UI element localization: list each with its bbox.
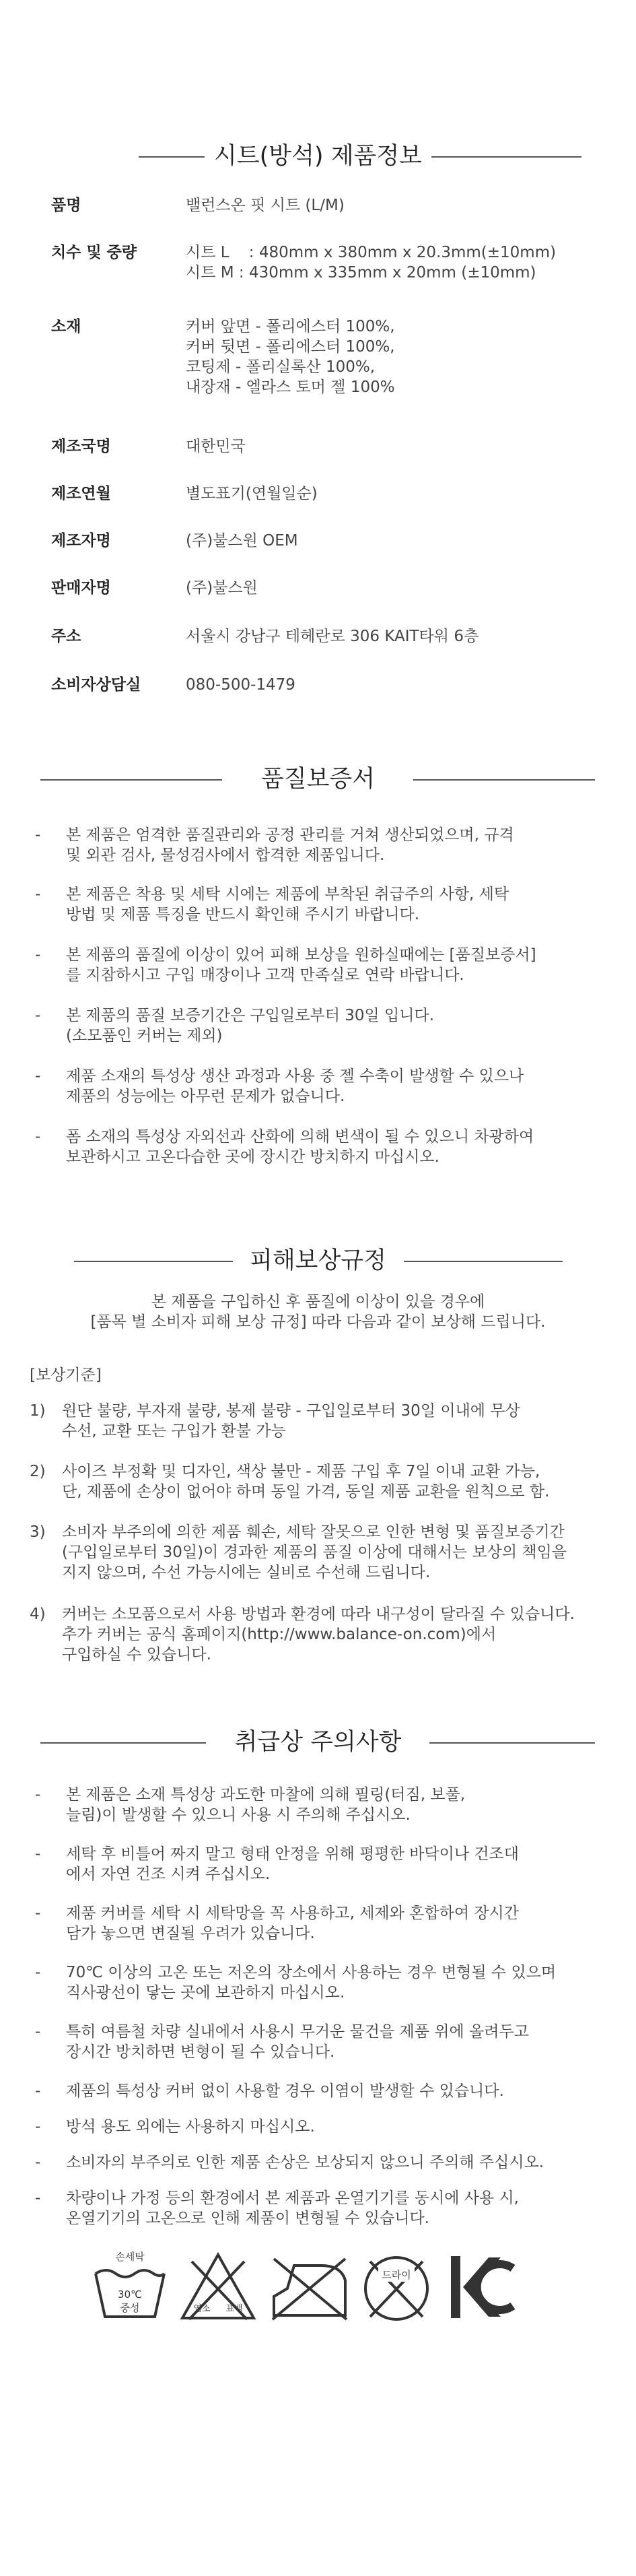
spec-section-title: 시트(방석) 제품정보 — [0, 141, 636, 172]
title-rule-right — [413, 779, 595, 781]
hand-wash-label: 손세탁 — [115, 2251, 145, 2263]
product-info-page: 시트(방석) 제품정보 품명 밸런스온 핏 시트 (L/M) 치수 및 중량 시트 L : 480mm x 380mm x 20.3mm(±10mm) 시트 M : 430mm x 335mm x 20mm (±10mm) 소재 커버 앞면 - 폴리에스터 100%, 커버 뒷면 - 폴리에스터 100%, 코팅제 - 폴리실록산 100%, 내장재 - 엘라스 토머 젤 100% 제조국명 대한민국 제조연월 별도표기(연월일순) 제조자명 (주)불스원 OEM 판매자명 (주)불스원 주소 서울시 강남구 테헤란로 306 KAIT타워 6층 소비자상담실 080-500-1479 품질보증서 - 본 제품은 엄격한 품질관리와 공정 관리를 거쳐 생산되었으며, 규격 및 외관 검사, 물성검사에서 합격한 제품입니다. - 본 제품은 착용 및 세탁 시에는 제품에 부착된 취급주의 사항, 세탁 방법 및 제품 특징을 반드시 확인해 주시기 바랍니다. - 본 제품의 품질에 이상이 있어 피해 보상을 원하실때에는 [품질보증서] 를 지참하시고 구입 매장이나 고객 만족실로 연락 바랍니다. - 본 제품의 품질 보증기간은 구입일로부터 30일 입니다. (소모품인 커버는 제외) - 제품 소재의 특성상 생산 과정과 사용 중 젤 수축이 발생할 수 있으나 제품의 성능에는 아무런 문제가 없습니다. - 폼 소재의 특성상 자외선과 산화에 의해 변색이 될 수 있으니 차광하여 보관하시고 고온다습한 곳에 장시간 방치하지 마십시오. 피해보상규정 본 제품을 구입하신 후 품질에 이상이 있을 경우에 [품목 별 소비자 피해 보상 규정] 따라 다음과 같이 보상해 드립니다. [보상기준] 1) 원단 불량, 부자재 불량, 봉제 불량 - 구입일로부터 30일 이내에 무상 수선, 교환 또는 구입가 환불 가능 2) 사이즈 부정확 및 디자인, 색상 불만 - 제품 구입 후 7일 이내 교환 가능, 단, 제품에 손상이 없어야 하며 동일 가격, 동일 제품 교환을 원칙으로 함. 3) 소비자 부주의에 의한 제품 훼손, 세탁 잘못으로 인한 변형 및 품질보증기간 (구입일로부터 30일)이 경과한 제품의 품질 이상에 대해서는 보상의 책임을 지지 않으며, 수선 가능시에는 실비로 수선해 드립니다. 4) 커버는 소모품으로서 사용 방법과 환경에 따라 내구성이 달라질 수 있습니다. 추가 커버는 공식 홈페이지(http://www.balance-on.com)에서 구입하실 수 있습니다. 취급상 주의사항 - 본 제품은 소재 특성상 과도한 마찰에 의해 필링(터짐, 보풀, 늘림)이 발생할 수 있으니 사용 시 주의해 주십시오. - 세탁 후 비틀어 짜지 말고 형태 안정을 위해 평평한 바닥이나 건조대 에서 자연 건조 시켜 주십시오. - 제품 커버를 세탁 시 세탁망을 꼭 사용하고, 세제와 혼합하여 장시간 담가 놓으면 변질될 우려가 있습니다. - 70℃ 이상의 고온 또는 저온의 장소에서 사용하는 경우 변형될 수 있으며 직사광선이 닿는 곳에 보관하지 마십시오. - 특히 여름철 차량 실내에서 사용시 무거운 물건을 제품 위에 올려두고 장시간 방치하면 변형이 될 수 있습니다. - 제품의 특성상 커버 없이 사용할 경우 이염이 발생할 수 있습니다. - 방석 용도 외에는 사용하지 마십시오. - 소비자의 부주의로 인한 제품 손상은 보상되지 않으니 주의해 주십시오. - 차량이나 가정 등의 환경에서 본 제품과 온열기기를 동시에 사용 시, 온열기기의 고온으로 인해 제품이 변형될 수 있습니다. 손세탁 30℃ 중성 염소 표백 드라이 — [0, 0, 636, 2576]
compensation-section-title: 피해보상규정 — [0, 1245, 636, 1276]
title-rule-left — [40, 1742, 206, 1744]
title-rule-left — [139, 156, 206, 158]
compensation-intro: 본 제품을 구입하신 후 품질에 이상이 있을 경우에 [품목 별 소비자 피해 보상 규정] 따라 다음과 같이 보상해 드립니다. — [90, 1293, 546, 1331]
bleach-right-label: 표백 — [225, 2304, 243, 2314]
title-rule-right — [404, 1261, 563, 1262]
title-rule-right — [431, 156, 581, 158]
caution-section-title: 취급상 주의사항 — [0, 1727, 636, 1758]
title-rule-left — [74, 1261, 233, 1262]
warranty-section-title: 품질보증서 — [0, 764, 636, 795]
hand-wash-detergent: 중성 — [120, 2302, 140, 2314]
hand-wash-icon — [90, 2249, 170, 2323]
bleach-left-label: 염소 — [193, 2304, 211, 2314]
hand-wash-temp: 30℃ — [118, 2288, 142, 2301]
no-bleach-icon — [178, 2249, 258, 2323]
criteria-label: [보상기준] — [30, 1366, 102, 1384]
no-dry-clean-icon — [357, 2249, 436, 2323]
title-rule-right — [429, 1742, 595, 1744]
kc-certification-icon — [447, 2249, 517, 2323]
title-rule-left — [40, 779, 222, 781]
dry-label: 드라이 — [382, 2269, 411, 2281]
no-iron-icon — [267, 2249, 352, 2323]
